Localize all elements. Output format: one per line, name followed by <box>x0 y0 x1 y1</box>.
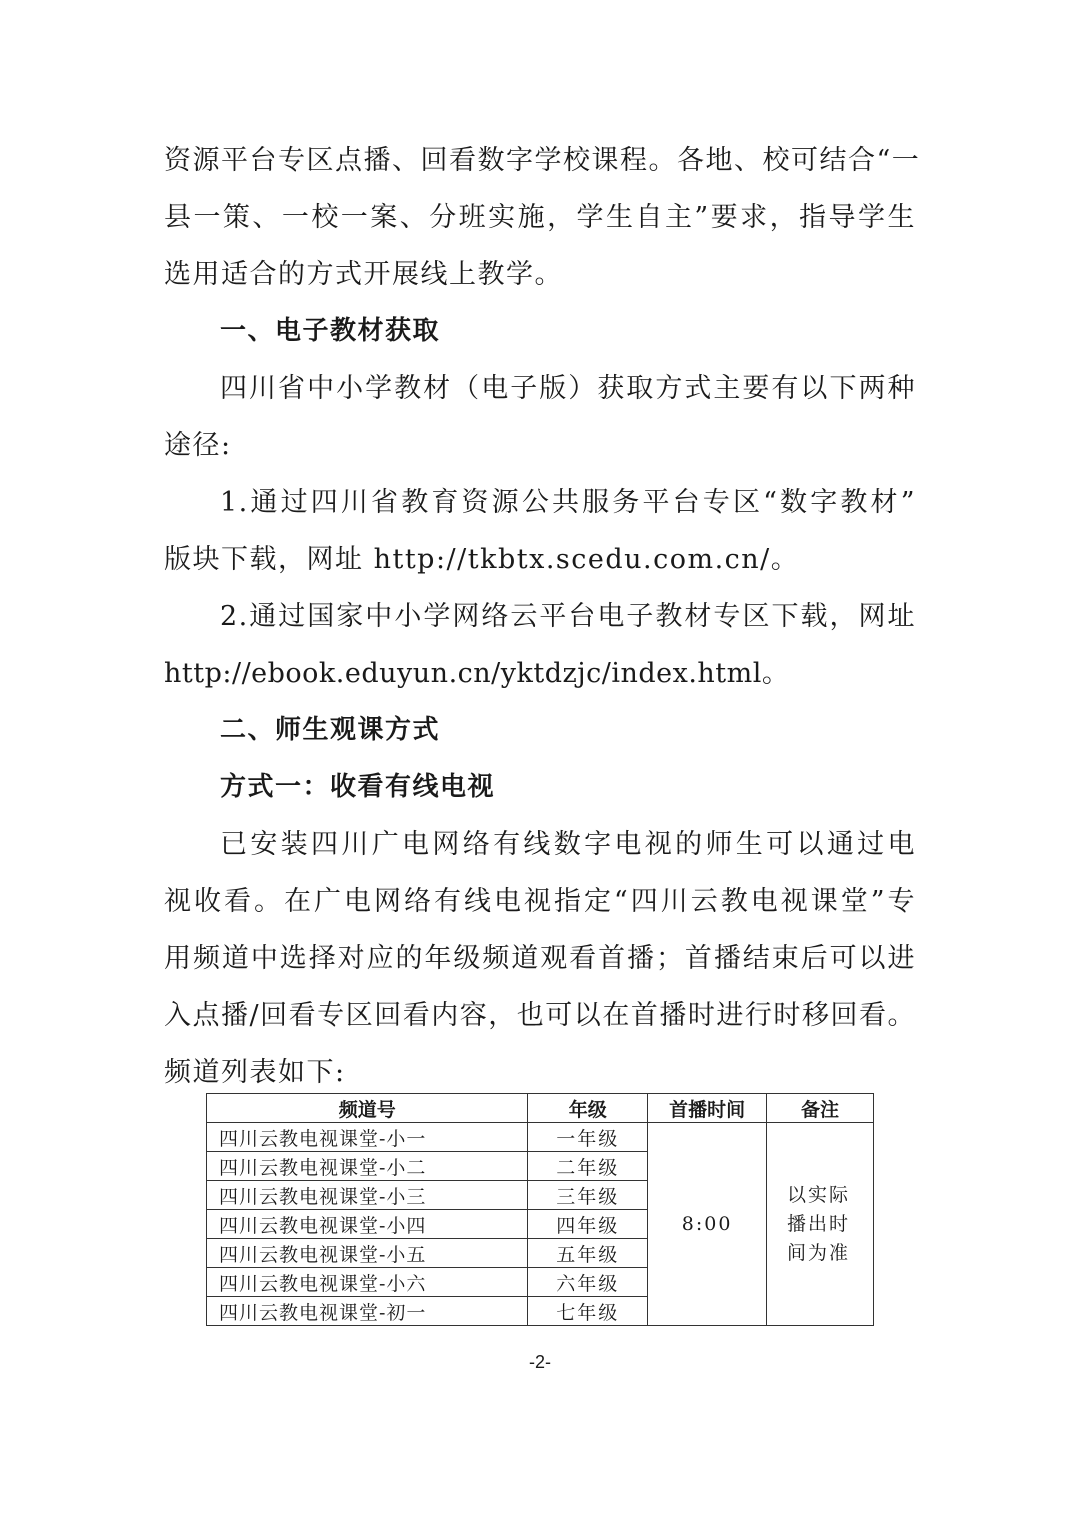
header-remark: 备注 <box>767 1094 874 1123</box>
method-1-para-line-1: 已安装四川广电网络有线数字电视的师生可以通过电 <box>220 829 916 860</box>
header-channel: 频道号 <box>207 1094 528 1123</box>
grade-cell: 六年级 <box>528 1268 648 1297</box>
section-1-item-2-line-1: 2.通过国家中小学网络云平台电子教材专区下载，网址 <box>220 601 916 632</box>
channel-cell: 四川云教电视课堂-小四 <box>207 1210 528 1239</box>
grade-cell: 三年级 <box>528 1181 648 1210</box>
broadcast-time-cell: 8:00 <box>648 1123 767 1326</box>
section-1-heading: 一、电子教材获取 <box>220 316 441 346</box>
table-row <box>207 1123 874 1152</box>
method-1-heading: 方式一：收看有线电视 <box>220 772 496 802</box>
remark-text: 以实际播出时间为准 <box>787 1183 851 1264</box>
intro-line-3: 选用适合的方式开展线上教学。 <box>164 259 563 290</box>
page-number: -2- <box>529 1352 551 1372</box>
section-1-para-line-1: 四川省中小学教材（电子版）获取方式主要有以下两种 <box>220 373 916 404</box>
channel-cell: 四川云教电视课堂-初一 <box>207 1297 528 1326</box>
header-grade: 年级 <box>528 1094 648 1123</box>
grade-cell: 四年级 <box>528 1210 648 1239</box>
table-header-row <box>207 1094 874 1123</box>
channel-cell: 四川云教电视课堂-小一 <box>207 1123 528 1152</box>
channel-cell: 四川云教电视课堂-小二 <box>207 1152 528 1181</box>
channel-cell: 四川云教电视课堂-小五 <box>207 1239 528 1268</box>
grade-cell: 一年级 <box>528 1123 648 1152</box>
method-1-para-line-3: 用频道中选择对应的年级频道观看首播；首播结束后可以进 <box>164 943 916 974</box>
document-body <box>164 132 921 1101</box>
header-time: 首播时间 <box>648 1094 767 1123</box>
section-1-item-2-line-2: http://ebook.eduyun.cn/yktdzjc/index.html。 <box>164 658 790 689</box>
intro-line-1: 资源平台专区点播、回看数字学校课程。各地、校可结合“一 <box>164 145 921 176</box>
section-1-para-line-2: 途径: <box>164 430 232 461</box>
intro-line-2: 县一策、一校一案、分班实施，学生自主”要求，指导学生 <box>164 202 916 233</box>
grade-cell: 七年级 <box>528 1297 648 1326</box>
method-1-para-line-5: 频道列表如下: <box>164 1057 346 1088</box>
section-1-item-1-line-1: 1.通过四川省教育资源公共服务平台专区“数字教材” <box>220 487 916 518</box>
section-1-item-1-line-2: 版块下载，网址 http://tkbtx.scedu.com.cn/。 <box>164 544 800 575</box>
method-1-para-line-4: 入点播/回看专区回看内容，也可以在首播时进行时移回看。 <box>164 1000 916 1031</box>
channel-table <box>206 1093 874 1326</box>
remark-cell <box>767 1123 874 1326</box>
channel-cell: 四川云教电视课堂-小六 <box>207 1268 528 1297</box>
grade-cell: 二年级 <box>528 1152 648 1181</box>
channel-cell: 四川云教电视课堂-小三 <box>207 1181 528 1210</box>
section-2-heading: 二、师生观课方式 <box>220 715 441 745</box>
method-1-para-line-2: 视收看。在广电网络有线电视指定“四川云教电视课堂”专 <box>164 886 916 917</box>
grade-cell: 五年级 <box>528 1239 648 1268</box>
